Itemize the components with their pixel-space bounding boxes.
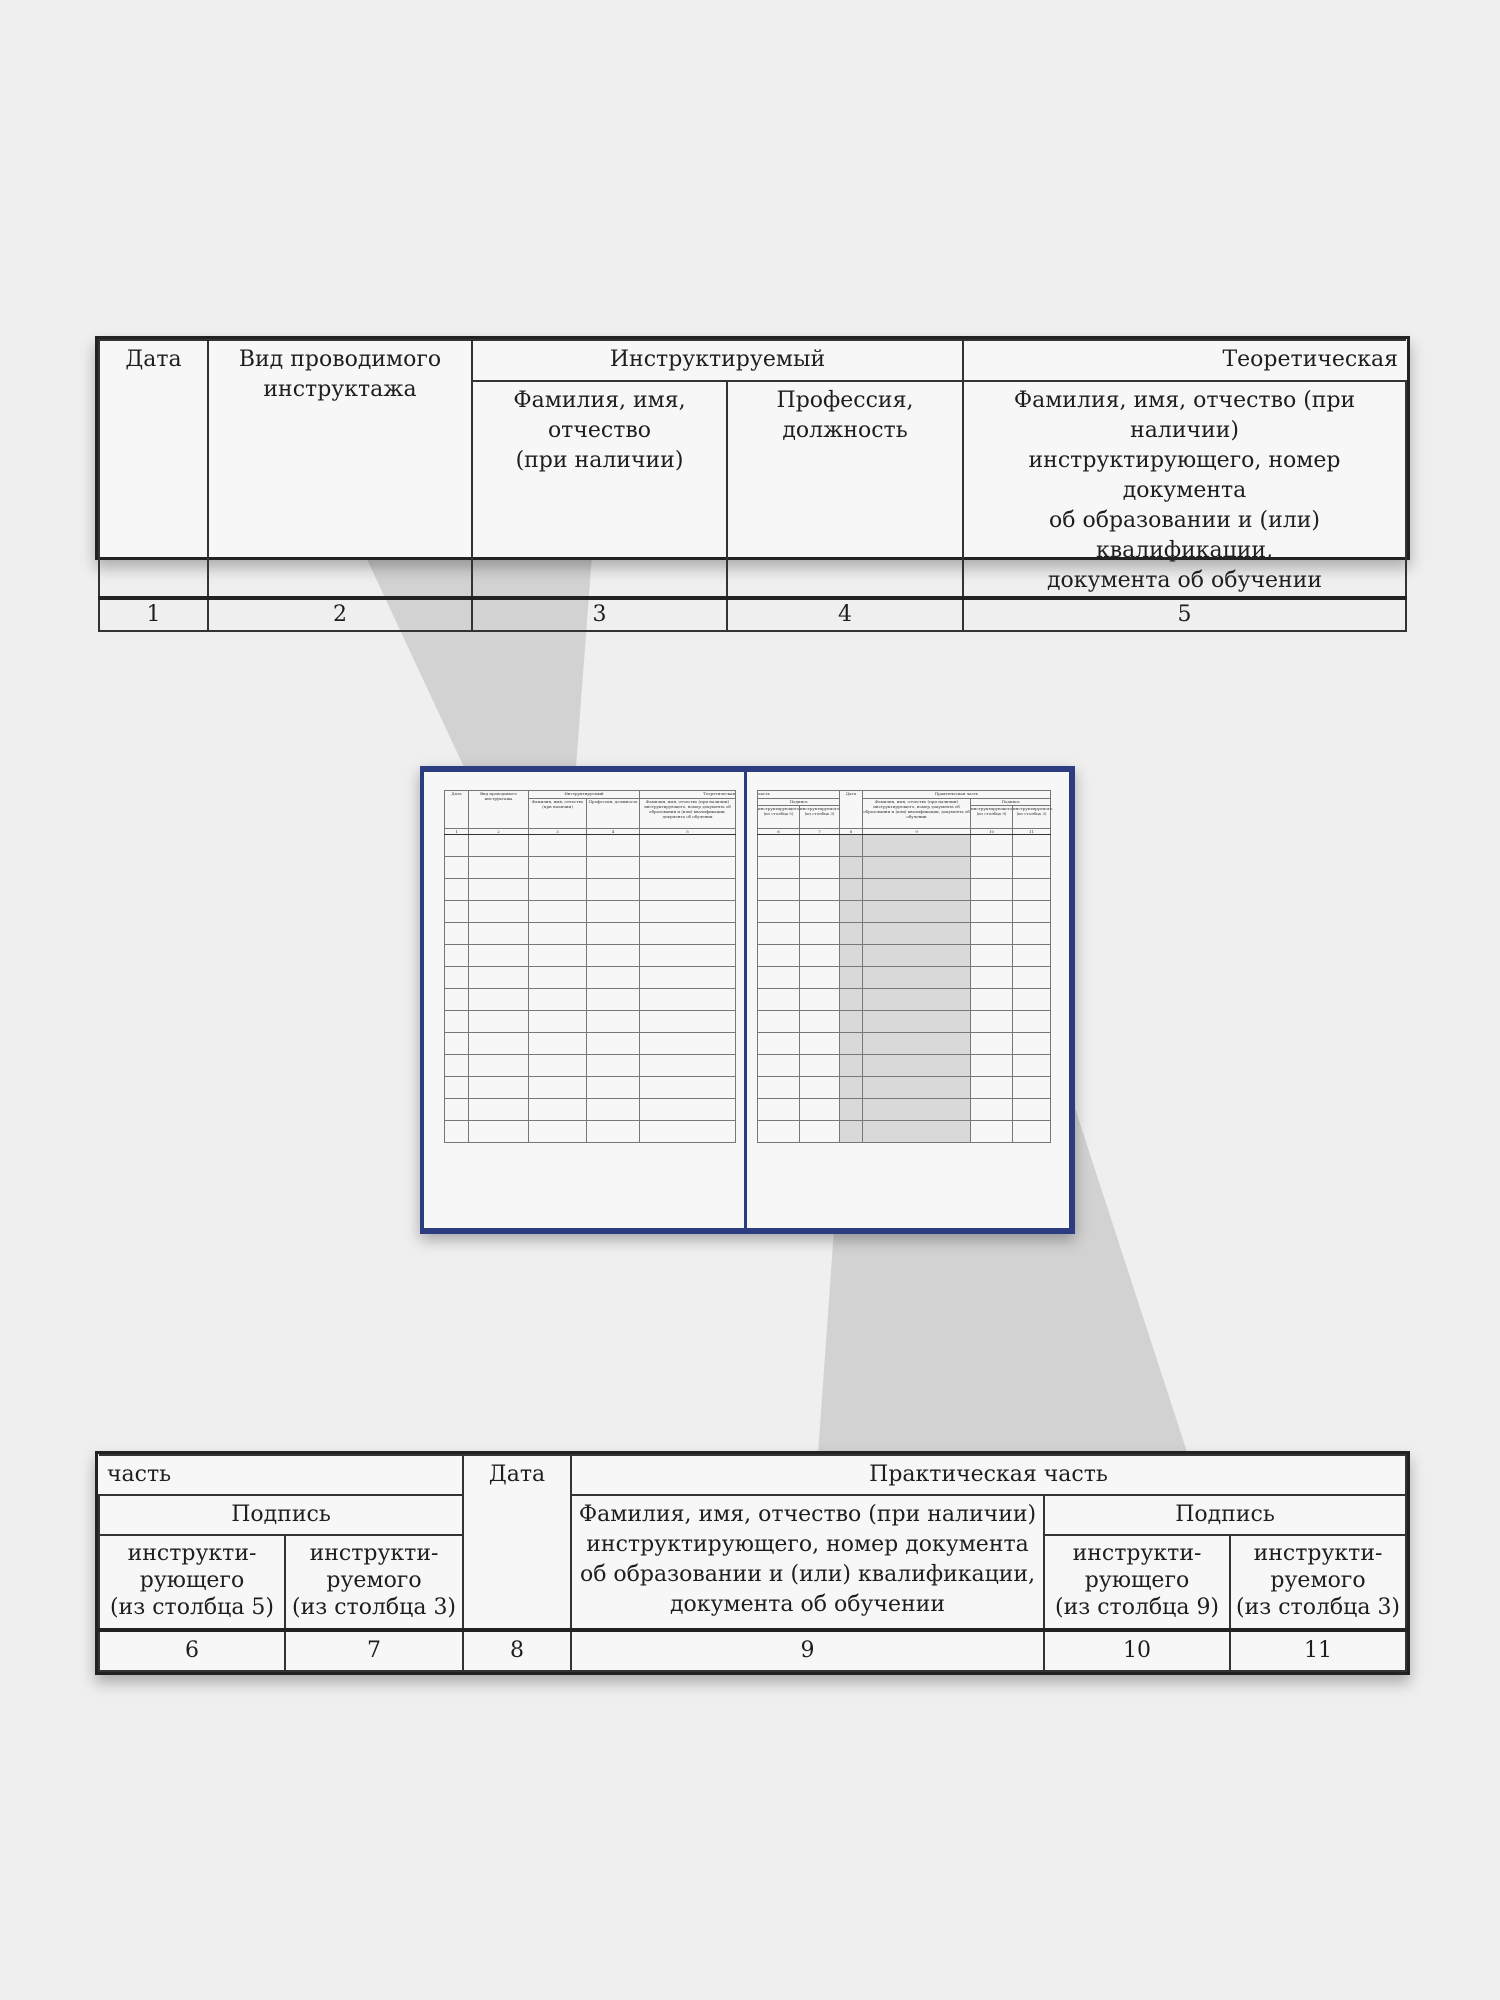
bottom-zoom-strip xyxy=(95,1451,1410,1675)
journal-row xyxy=(445,857,736,879)
journal-cell xyxy=(971,1077,1013,1099)
journal-cell xyxy=(800,923,840,945)
journal-cell xyxy=(469,1099,529,1121)
journal-cell xyxy=(758,945,800,967)
journal-cell xyxy=(587,901,640,923)
journal-cell xyxy=(529,989,587,1011)
journal-cell xyxy=(1013,1011,1051,1033)
journal-row xyxy=(758,945,1051,967)
journal-cell xyxy=(529,1011,587,1033)
journal-row xyxy=(445,1011,736,1033)
journal-cell xyxy=(640,901,736,923)
journal-cell xyxy=(640,923,736,945)
journal-cell xyxy=(863,1033,971,1055)
journal-cell xyxy=(529,1033,587,1055)
journal-cell xyxy=(469,989,529,1011)
journal-cell xyxy=(840,901,863,923)
journal-cell xyxy=(758,1011,800,1033)
mini-col-number: 11 xyxy=(1013,829,1051,835)
journal-cell xyxy=(971,945,1013,967)
mini-sig-instructed: инструктируемого (из столбца 3) xyxy=(1013,806,1051,829)
journal-cell xyxy=(840,989,863,1011)
journal-cell xyxy=(840,879,863,901)
mini-date: Дата xyxy=(840,791,863,829)
mini-instructor-info: Фамилия, имя, отчество (при наличии) инструктирующего, номер документа об образовании и (или) квалификации, документа об обучении xyxy=(640,799,736,829)
journal-cell xyxy=(640,879,736,901)
journal-row xyxy=(445,1099,736,1121)
journal-cell xyxy=(758,989,800,1011)
journal-cell xyxy=(863,857,971,879)
top-zoom-strip xyxy=(95,336,1410,627)
journal-cell xyxy=(445,989,469,1011)
left-page-table xyxy=(444,790,736,1143)
journal-cell xyxy=(445,901,469,923)
instructed-header: Инструктируемый xyxy=(472,340,963,381)
right-page xyxy=(747,772,1069,1228)
mini-col-number: 8 xyxy=(840,829,863,835)
journal-cell xyxy=(529,1099,587,1121)
journal-cell xyxy=(587,967,640,989)
journal-cell xyxy=(1013,1077,1051,1099)
journal-cell xyxy=(840,1099,863,1121)
mini-col-number: 4 xyxy=(587,829,640,835)
mini-sig-instructed: инструктируемого (из столбца 3) xyxy=(800,806,840,829)
journal-book xyxy=(420,766,1075,1234)
journal-cell xyxy=(758,879,800,901)
journal-cell xyxy=(445,1099,469,1121)
journal-cell xyxy=(529,901,587,923)
mini-col-number: 2 xyxy=(469,829,529,835)
journal-row xyxy=(758,1033,1051,1055)
journal-cell xyxy=(758,967,800,989)
mini-sig-instructor: инструктирующего (из столбца 5) xyxy=(758,806,800,829)
journal-cell xyxy=(840,835,863,857)
journal-cell xyxy=(971,835,1013,857)
journal-cell xyxy=(640,967,736,989)
journal-cell xyxy=(1013,967,1051,989)
journal-cell xyxy=(529,945,587,967)
journal-row xyxy=(445,967,736,989)
journal-cell xyxy=(971,901,1013,923)
instructor-info-header: Фамилия, имя, отчество (при наличии) инструктирующего, номер документа об образовании и (или) квалификации, документа об обучении xyxy=(571,1495,1044,1630)
journal-cell xyxy=(587,923,640,945)
mini-col-number: 7 xyxy=(800,829,840,835)
signature-header-left: Подпись xyxy=(99,1495,463,1535)
journal-cell xyxy=(445,879,469,901)
journal-cell xyxy=(640,1121,736,1143)
journal-row xyxy=(445,1121,736,1143)
col-number: 11 xyxy=(1230,1630,1406,1671)
journal-cell xyxy=(758,857,800,879)
journal-row xyxy=(758,835,1051,857)
journal-cell xyxy=(863,835,971,857)
mini-briefing-type: Вид проводимого инструктажа xyxy=(469,791,529,829)
journal-cell xyxy=(758,1055,800,1077)
journal-cell xyxy=(529,1121,587,1143)
col-number: 3 xyxy=(472,598,727,631)
journal-cell xyxy=(640,989,736,1011)
journal-cell xyxy=(863,1099,971,1121)
journal-cell xyxy=(863,879,971,901)
journal-cell xyxy=(469,835,529,857)
journal-cell xyxy=(758,1099,800,1121)
journal-cell xyxy=(1013,1055,1051,1077)
journal-cell xyxy=(469,857,529,879)
journal-cell xyxy=(800,1077,840,1099)
journal-cell xyxy=(840,1033,863,1055)
journal-cell xyxy=(529,923,587,945)
journal-cell xyxy=(800,945,840,967)
journal-cell xyxy=(445,945,469,967)
journal-cell xyxy=(587,989,640,1011)
mini-col-number: 10 xyxy=(971,829,1013,835)
journal-row xyxy=(758,901,1051,923)
journal-cell xyxy=(1013,857,1051,879)
journal-cell xyxy=(445,1033,469,1055)
journal-cell xyxy=(469,1077,529,1099)
journal-cell xyxy=(971,1121,1013,1143)
mini-col-number: 3 xyxy=(529,829,587,835)
journal-cell xyxy=(640,1011,736,1033)
col-number: 1 xyxy=(99,598,208,631)
bottom-header-table xyxy=(98,1454,1407,1672)
mini-date: Дата xyxy=(445,791,469,829)
journal-cell xyxy=(800,989,840,1011)
journal-cell xyxy=(800,1033,840,1055)
journal-cell xyxy=(971,879,1013,901)
briefing-type-header: Вид проводимого инструктажа xyxy=(208,340,472,598)
journal-cell xyxy=(800,879,840,901)
journal-cell xyxy=(1013,879,1051,901)
journal-cell xyxy=(800,1121,840,1143)
journal-cell xyxy=(529,967,587,989)
journal-cell xyxy=(758,1033,800,1055)
journal-cell xyxy=(800,901,840,923)
col-number: 2 xyxy=(208,598,472,631)
journal-cell xyxy=(863,989,971,1011)
journal-row xyxy=(445,1033,736,1055)
mini-profession: Профессия, должность xyxy=(587,799,640,829)
journal-cell xyxy=(640,945,736,967)
top-header-table xyxy=(98,339,1407,632)
journal-cell xyxy=(469,901,529,923)
journal-cell xyxy=(971,923,1013,945)
journal-row xyxy=(445,923,736,945)
instructed-sig-theory-header: инструкти- руемого (из столбца 3) xyxy=(285,1535,463,1630)
journal-row xyxy=(758,923,1051,945)
journal-cell xyxy=(1013,1033,1051,1055)
date-header: Дата xyxy=(99,340,208,598)
mini-col-number: 9 xyxy=(863,829,971,835)
journal-cell xyxy=(640,1033,736,1055)
journal-cell xyxy=(640,1055,736,1077)
journal-cell xyxy=(800,1099,840,1121)
journal-cell xyxy=(840,967,863,989)
journal-cell xyxy=(640,857,736,879)
journal-cell xyxy=(971,1033,1013,1055)
journal-cell xyxy=(863,923,971,945)
journal-cell xyxy=(800,1055,840,1077)
journal-cell xyxy=(469,1033,529,1055)
journal-cell xyxy=(840,1121,863,1143)
journal-cell xyxy=(1013,901,1051,923)
col-number: 7 xyxy=(285,1630,463,1671)
journal-cell xyxy=(800,1011,840,1033)
mini-instructor-info: Фамилия, имя, отчество (при наличии) инструктирующего, номер документа об образовании и (или) квалификации, документа об обучении xyxy=(863,799,971,829)
journal-cell xyxy=(587,1099,640,1121)
journal-cell xyxy=(1013,1099,1051,1121)
col-number: 4 xyxy=(727,598,963,631)
journal-cell xyxy=(800,967,840,989)
journal-cell xyxy=(529,1055,587,1077)
journal-row xyxy=(758,879,1051,901)
journal-cell xyxy=(469,967,529,989)
journal-cell xyxy=(587,857,640,879)
journal-cell xyxy=(863,967,971,989)
journal-cell xyxy=(529,857,587,879)
journal-cell xyxy=(587,835,640,857)
journal-cell xyxy=(758,835,800,857)
journal-cell xyxy=(863,1121,971,1143)
journal-cell xyxy=(800,835,840,857)
instructed-sig-practice-header: инструкти- руемого (из столбца 3) xyxy=(1230,1535,1406,1630)
journal-row xyxy=(758,1121,1051,1143)
journal-cell xyxy=(971,989,1013,1011)
journal-row xyxy=(445,879,736,901)
journal-cell xyxy=(1013,989,1051,1011)
journal-row xyxy=(445,945,736,967)
journal-row xyxy=(445,1055,736,1077)
journal-cell xyxy=(840,857,863,879)
journal-cell xyxy=(587,1033,640,1055)
journal-cell xyxy=(840,1077,863,1099)
mini-instructed: Инструктируемый xyxy=(529,791,640,799)
journal-cell xyxy=(529,879,587,901)
left-page xyxy=(424,772,744,1228)
journal-cell xyxy=(587,1011,640,1033)
full-name-header: Фамилия, имя, отчество (при наличии) xyxy=(472,381,727,598)
journal-cell xyxy=(1013,1121,1051,1143)
journal-cell xyxy=(863,1011,971,1033)
mini-full-name: Фамилия, имя, отчество (при наличии) xyxy=(529,799,587,829)
journal-cell xyxy=(800,857,840,879)
journal-cell xyxy=(587,1121,640,1143)
journal-row xyxy=(758,1055,1051,1077)
journal-cell xyxy=(758,923,800,945)
mini-practical: Практическая часть xyxy=(863,791,1051,799)
mini-col-number: 1 xyxy=(445,829,469,835)
journal-cell xyxy=(640,1077,736,1099)
journal-cell xyxy=(445,967,469,989)
journal-cell xyxy=(840,945,863,967)
journal-cell xyxy=(971,1055,1013,1077)
journal-cell xyxy=(971,1011,1013,1033)
journal-row xyxy=(758,1011,1051,1033)
journal-cell xyxy=(587,1055,640,1077)
journal-row xyxy=(445,835,736,857)
right-page-table xyxy=(757,790,1051,1143)
journal-cell xyxy=(640,1099,736,1121)
journal-cell xyxy=(758,901,800,923)
journal-cell xyxy=(840,1055,863,1077)
profession-header: Профессия, должность xyxy=(727,381,963,598)
journal-cell xyxy=(587,945,640,967)
journal-cell xyxy=(445,857,469,879)
journal-cell xyxy=(445,1055,469,1077)
journal-row xyxy=(758,967,1051,989)
col-number: 10 xyxy=(1044,1630,1230,1671)
mini-signature: Подпись xyxy=(758,799,840,806)
journal-cell xyxy=(445,1121,469,1143)
mini-theory: Теоретическая xyxy=(640,791,736,799)
journal-cell xyxy=(840,923,863,945)
col-number: 5 xyxy=(963,598,1406,631)
journal-row xyxy=(445,1077,736,1099)
journal-cell xyxy=(529,1077,587,1099)
part-header: часть xyxy=(99,1455,463,1495)
instructor-sig-practice-header: инструкти- рующего (из столбца 9) xyxy=(1044,1535,1230,1630)
date-header: Дата xyxy=(463,1455,571,1630)
journal-cell xyxy=(1013,835,1051,857)
journal-cell xyxy=(863,901,971,923)
journal-cell xyxy=(445,1011,469,1033)
journal-cell xyxy=(1013,945,1051,967)
journal-cell xyxy=(640,835,736,857)
col-number: 8 xyxy=(463,1630,571,1671)
journal-cell xyxy=(587,1077,640,1099)
journal-row xyxy=(758,857,1051,879)
journal-cell xyxy=(469,1011,529,1033)
journal-cell xyxy=(529,835,587,857)
mini-signature: Подпись xyxy=(971,799,1051,806)
journal-cell xyxy=(445,1077,469,1099)
mini-sig-instructor: инструктирующего (из столбца 9) xyxy=(971,806,1013,829)
theory-part-header: Теоретическая xyxy=(963,340,1406,381)
journal-cell xyxy=(863,1055,971,1077)
practical-part-header: Практическая часть xyxy=(571,1455,1406,1495)
journal-cell xyxy=(758,1121,800,1143)
journal-cell xyxy=(469,879,529,901)
journal-row xyxy=(445,989,736,1011)
journal-cell xyxy=(445,835,469,857)
instructor-sig-theory-header: инструкти- рующего (из столбца 5) xyxy=(99,1535,285,1630)
journal-cell xyxy=(863,1077,971,1099)
col-number: 9 xyxy=(571,1630,1044,1671)
journal-cell xyxy=(971,967,1013,989)
journal-row xyxy=(445,901,736,923)
journal-cell xyxy=(469,923,529,945)
journal-cell xyxy=(863,945,971,967)
journal-cell xyxy=(469,945,529,967)
journal-cell xyxy=(971,857,1013,879)
journal-cell xyxy=(587,879,640,901)
journal-row xyxy=(758,989,1051,1011)
journal-cell xyxy=(971,1099,1013,1121)
mini-col-number: 5 xyxy=(640,829,736,835)
journal-cell xyxy=(758,1077,800,1099)
journal-cell xyxy=(840,1011,863,1033)
mini-part: часть xyxy=(758,791,840,799)
journal-cell xyxy=(469,1055,529,1077)
col-number: 6 xyxy=(99,1630,285,1671)
instructor-info-header: Фамилия, имя, отчество (при наличии) инструктирующего, номер документа об образовании и (или) квалификации, документа об обучении xyxy=(963,381,1406,598)
signature-header-right: Подпись xyxy=(1044,1495,1406,1535)
journal-cell xyxy=(445,923,469,945)
journal-cell xyxy=(469,1121,529,1143)
journal-row xyxy=(758,1077,1051,1099)
journal-row xyxy=(758,1099,1051,1121)
journal-cell xyxy=(1013,923,1051,945)
mini-col-number: 6 xyxy=(758,829,800,835)
